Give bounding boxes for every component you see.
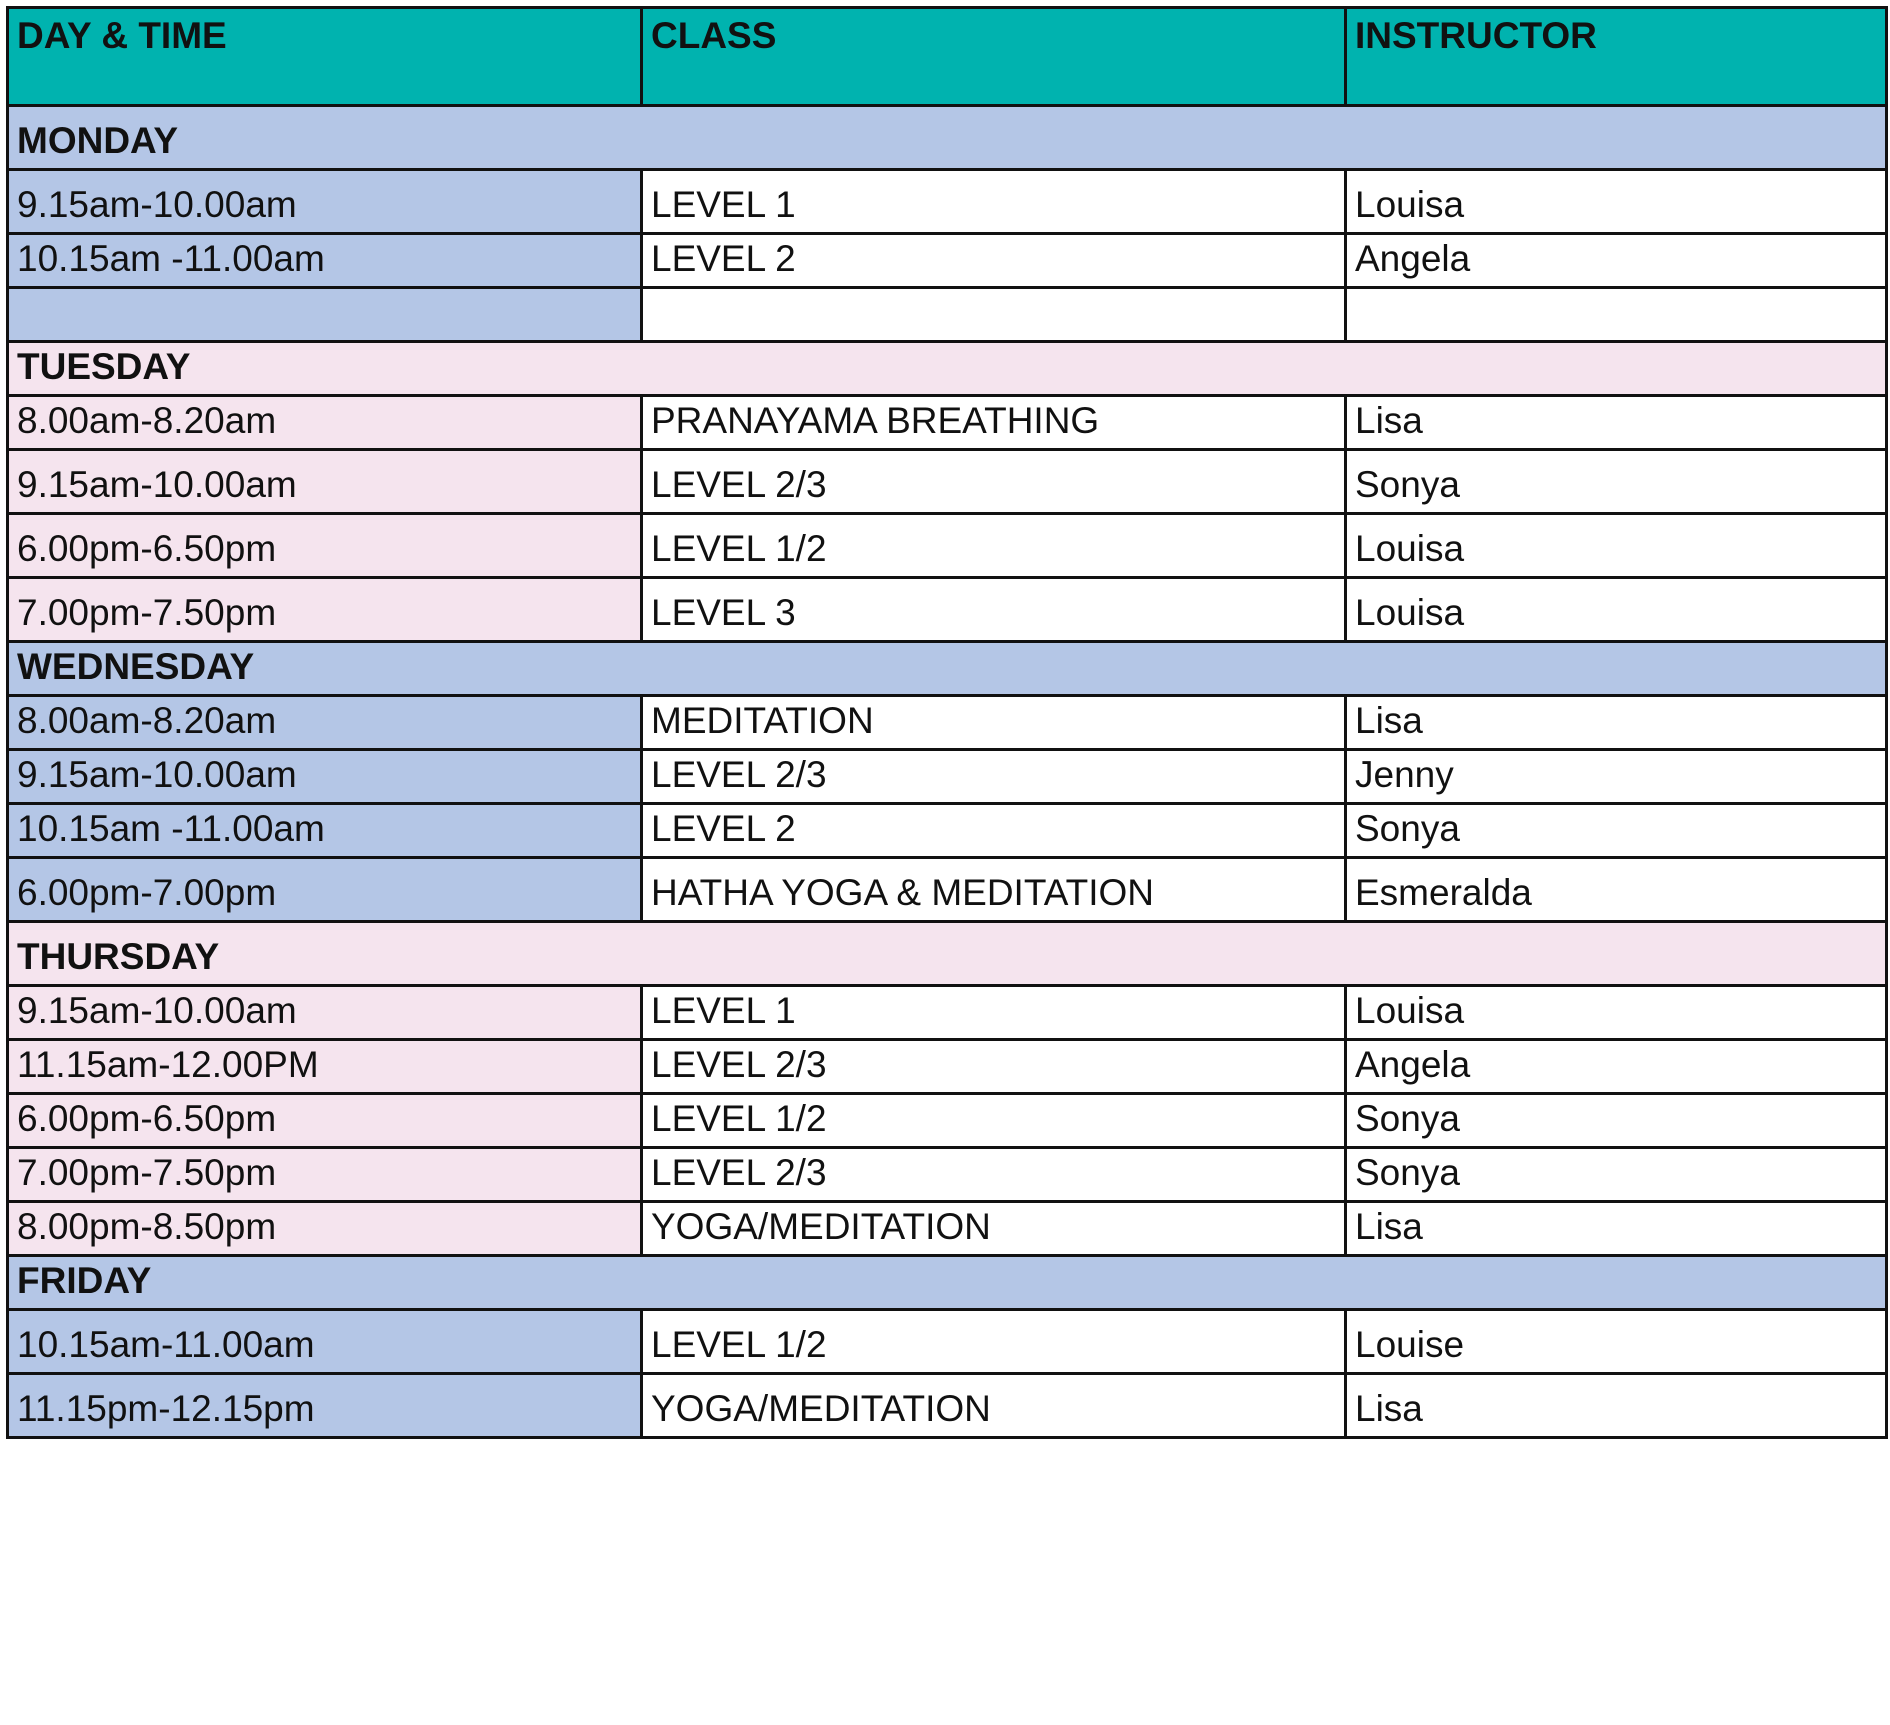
time-cell: 6.00pm-6.50pm <box>8 514 642 578</box>
table-row <box>8 170 1887 234</box>
instructor-cell: Louisa <box>1346 986 1887 1040</box>
table-row <box>8 1148 1887 1202</box>
class-cell: LEVEL 2/3 <box>642 1040 1346 1094</box>
class-cell: HATHA YOGA & MEDITATION <box>642 858 1346 922</box>
header-class: CLASS <box>642 8 1346 106</box>
class-cell: LEVEL 2 <box>642 234 1346 288</box>
time-cell: 7.00pm-7.50pm <box>8 578 642 642</box>
instructor-cell: Louise <box>1346 1310 1887 1374</box>
table-row <box>8 696 1887 750</box>
day-row <box>8 342 1887 396</box>
class-cell: PRANAYAMA BREATHING <box>642 396 1346 450</box>
time-cell: 8.00am-8.20am <box>8 396 642 450</box>
table-header <box>8 8 1887 106</box>
instructor-cell: Lisa <box>1346 696 1887 750</box>
instructor-cell: Lisa <box>1346 396 1887 450</box>
header-row <box>8 8 1887 106</box>
table-row <box>8 514 1887 578</box>
day-heading: WEDNESDAY <box>8 642 1887 696</box>
instructor-cell: Jenny <box>1346 750 1887 804</box>
table-row <box>8 450 1887 514</box>
instructor-cell: Louisa <box>1346 170 1887 234</box>
class-cell: LEVEL 1/2 <box>642 1310 1346 1374</box>
table-row <box>8 750 1887 804</box>
time-cell: 6.00pm-7.00pm <box>8 858 642 922</box>
class-cell: LEVEL 2/3 <box>642 450 1346 514</box>
table-row <box>8 858 1887 922</box>
time-cell: 11.15am-12.00PM <box>8 1040 642 1094</box>
instructor-cell: Angela <box>1346 234 1887 288</box>
table-row <box>8 986 1887 1040</box>
time-cell: 9.15am-10.00am <box>8 170 642 234</box>
day-row <box>8 642 1887 696</box>
time-cell: 8.00am-8.20am <box>8 696 642 750</box>
table-body <box>8 106 1887 1438</box>
class-cell: LEVEL 1/2 <box>642 514 1346 578</box>
table-row <box>8 1202 1887 1256</box>
instructor-cell: Esmeralda <box>1346 858 1887 922</box>
time-cell <box>8 288 642 342</box>
class-cell: LEVEL 1/2 <box>642 1094 1346 1148</box>
instructor-cell: Sonya <box>1346 1094 1887 1148</box>
time-cell: 9.15am-10.00am <box>8 986 642 1040</box>
table-row <box>8 288 1887 342</box>
time-cell: 9.15am-10.00am <box>8 750 642 804</box>
day-row <box>8 106 1887 170</box>
time-cell: 7.00pm-7.50pm <box>8 1148 642 1202</box>
class-cell: LEVEL 2/3 <box>642 750 1346 804</box>
time-cell: 10.15am-11.00am <box>8 1310 642 1374</box>
time-cell: 9.15am-10.00am <box>8 450 642 514</box>
day-heading: THURSDAY <box>8 922 1887 986</box>
header-instructor: INSTRUCTOR <box>1346 8 1887 106</box>
table-row <box>8 396 1887 450</box>
class-cell: YOGA/MEDITATION <box>642 1374 1346 1438</box>
day-heading: TUESDAY <box>8 342 1887 396</box>
class-cell: LEVEL 1 <box>642 170 1346 234</box>
table-row <box>8 1094 1887 1148</box>
table-row <box>8 804 1887 858</box>
table-row <box>8 234 1887 288</box>
instructor-cell: Lisa <box>1346 1374 1887 1438</box>
class-cell: LEVEL 1 <box>642 986 1346 1040</box>
class-cell: LEVEL 2/3 <box>642 1148 1346 1202</box>
day-heading: FRIDAY <box>8 1256 1887 1310</box>
day-heading: MONDAY <box>8 106 1887 170</box>
time-cell: 10.15am -11.00am <box>8 234 642 288</box>
instructor-cell: Louisa <box>1346 578 1887 642</box>
class-cell: LEVEL 2 <box>642 804 1346 858</box>
instructor-cell: Angela <box>1346 1040 1887 1094</box>
time-cell: 11.15pm-12.15pm <box>8 1374 642 1438</box>
class-cell <box>642 288 1346 342</box>
day-row <box>8 922 1887 986</box>
class-cell: YOGA/MEDITATION <box>642 1202 1346 1256</box>
table-row <box>8 1040 1887 1094</box>
instructor-cell: Sonya <box>1346 450 1887 514</box>
day-row <box>8 1256 1887 1310</box>
table-row <box>8 1374 1887 1438</box>
table-row <box>8 578 1887 642</box>
time-cell: 8.00pm-8.50pm <box>8 1202 642 1256</box>
class-cell: MEDITATION <box>642 696 1346 750</box>
instructor-cell: Louisa <box>1346 514 1887 578</box>
instructor-cell <box>1346 288 1887 342</box>
instructor-cell: Sonya <box>1346 1148 1887 1202</box>
instructor-cell: Sonya <box>1346 804 1887 858</box>
class-schedule-table <box>6 6 1888 1439</box>
header-day-time: DAY & TIME <box>8 8 642 106</box>
instructor-cell: Lisa <box>1346 1202 1887 1256</box>
table-row <box>8 1310 1887 1374</box>
time-cell: 10.15am -11.00am <box>8 804 642 858</box>
time-cell: 6.00pm-6.50pm <box>8 1094 642 1148</box>
class-cell: LEVEL 3 <box>642 578 1346 642</box>
